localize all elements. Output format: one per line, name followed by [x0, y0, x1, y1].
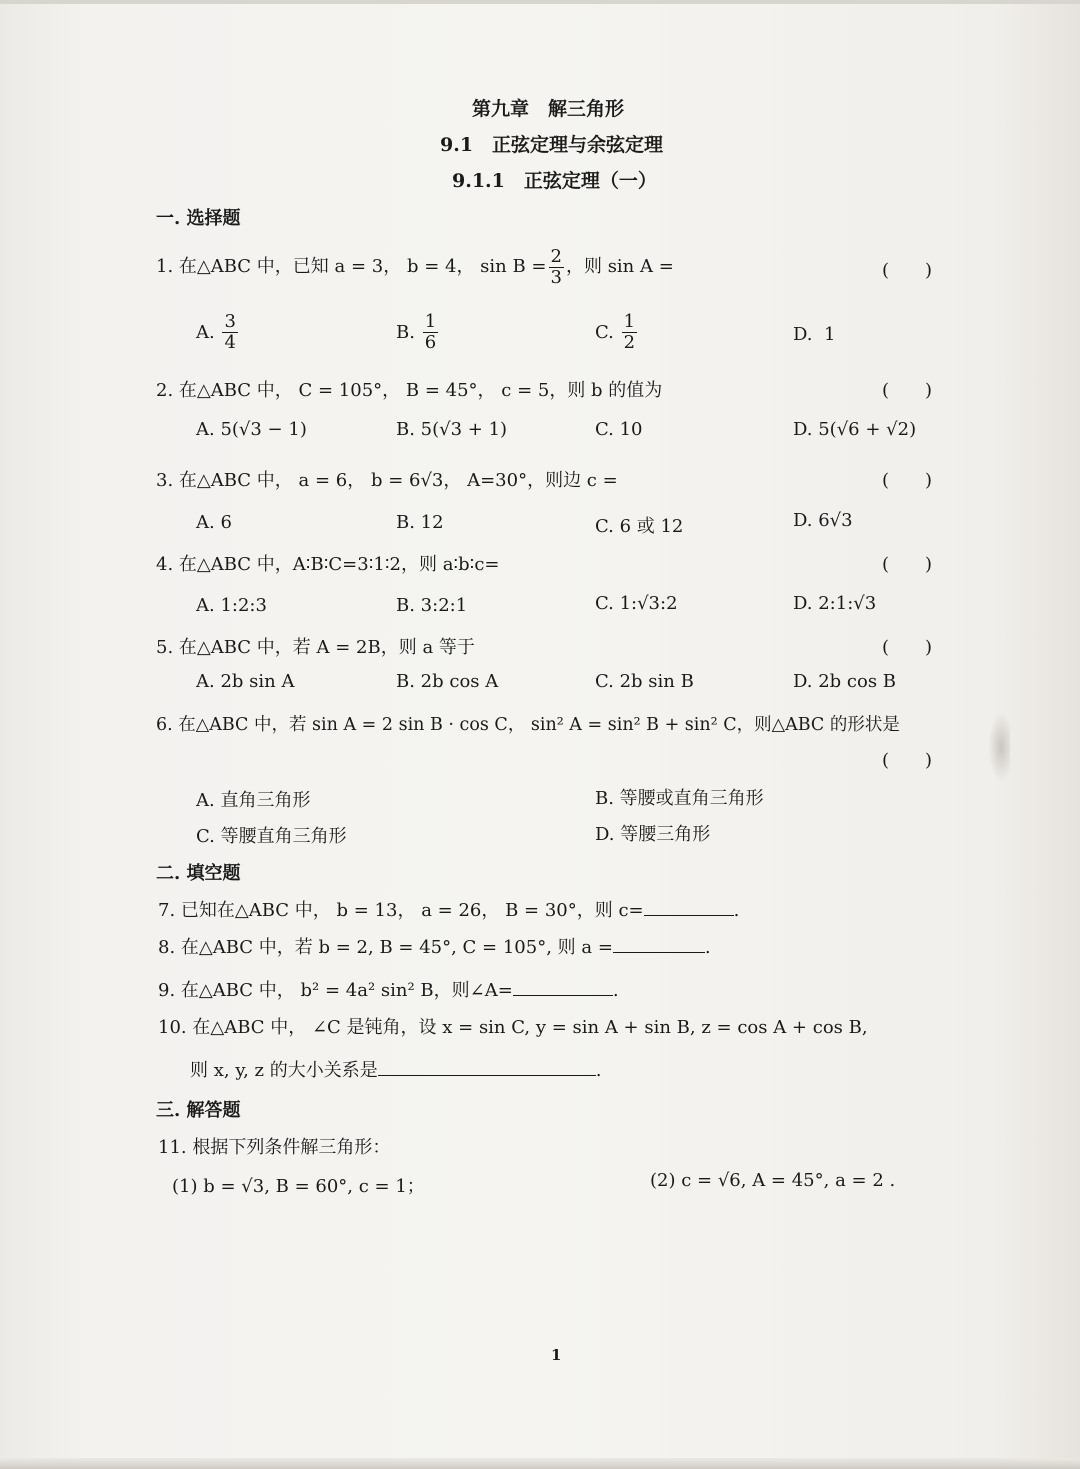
- option-c: C. 6 或 12: [595, 516, 684, 537]
- option-c: C. 10: [595, 419, 643, 440]
- answer-paren: ( ): [882, 750, 933, 771]
- fraction-numerator: 2: [550, 245, 562, 267]
- fraction-numerator: 3: [224, 311, 236, 332]
- option-b: [396, 312, 440, 353]
- option-label: D.: [793, 324, 813, 345]
- option-c: [595, 312, 639, 353]
- option-b: B. 3:2:1: [396, 595, 468, 616]
- option-d: D. 5(√6 + √2): [793, 419, 917, 440]
- option-a: A. 5(√3 − 1): [196, 419, 307, 440]
- subsection-title: 9.1.1 正弦定理（一）: [452, 170, 657, 192]
- fraction-numerator: 1: [424, 311, 437, 332]
- question-8: [158, 933, 711, 959]
- question-10-stem: 则 x, y, z 的大小关系是: [190, 1060, 378, 1081]
- answer-blank[interactable]: [613, 952, 705, 953]
- chapter-title: 第九章 解三角形: [472, 98, 625, 120]
- question-11-part-2: (2) c = √6, A = 45°, a = 2 .: [650, 1170, 896, 1191]
- fraction-denominator: 6: [424, 332, 437, 353]
- fraction-denominator: 3: [550, 266, 562, 288]
- section-heading-solve: 三. 解答题: [156, 1100, 241, 1121]
- fraction: [423, 312, 438, 353]
- period: .: [704, 937, 711, 958]
- option-c: C. 2b sin B: [595, 671, 694, 692]
- period: .: [612, 980, 619, 1001]
- answer-paren: ( ): [882, 260, 933, 281]
- fraction-denominator: 4: [224, 332, 236, 353]
- option-c: C. 等腰直角三角形: [196, 826, 347, 847]
- scan-edge-top: [0, 0, 1080, 4]
- answer-blank[interactable]: [378, 1075, 596, 1076]
- section-title: 9.1 正弦定理与余弦定理: [440, 134, 664, 156]
- option-b: B. 2b cos A: [396, 671, 499, 692]
- scan-smudge: [988, 712, 1010, 782]
- option-d: D. 6√3: [793, 510, 853, 531]
- answer-paren: ( ): [882, 470, 933, 491]
- question-5: 5. 在△ABC 中，若 A = 2B，则 a 等于: [156, 637, 475, 658]
- option-a: A. 直角三角形: [196, 790, 311, 811]
- option-a: [196, 312, 240, 353]
- answer-blank[interactable]: [644, 915, 734, 916]
- question-7-stem: 7. 已知在△ABC 中， b = 13， a = 26， B = 30°，则 c=: [158, 900, 644, 921]
- fraction-denominator: 2: [623, 332, 636, 353]
- question-8-stem: 8. 在△ABC 中，若 b = 2, B = 45°, C = 105°, 则 a =: [158, 937, 613, 958]
- option-text: 1: [823, 324, 836, 345]
- period: .: [595, 1060, 602, 1081]
- answer-paren: ( ): [882, 637, 933, 658]
- question-3: 3. 在△ABC 中， a = 6， b = 6√3， A=30°，则边 c =: [156, 470, 618, 491]
- scan-edge-bottom: [0, 1458, 1080, 1469]
- option-a: A. 2b sin A: [196, 671, 295, 692]
- fraction: [222, 312, 237, 353]
- question-6: 6. 在△ABC 中，若 sin A = 2 sin B · cos C， sin² A = sin² B + sin² C，则△ABC 的形状是: [156, 715, 900, 735]
- period: .: [733, 900, 740, 921]
- question-9: [158, 976, 619, 1002]
- question-2: 2. 在△ABC 中， C = 105°， B = 45°， c = 5，则 b 的值为: [156, 380, 663, 401]
- option-d: D. 2b cos B: [793, 671, 897, 692]
- question-11: 11. 根据下列条件解三角形：: [158, 1137, 391, 1158]
- option-label: C.: [595, 322, 614, 343]
- answer-paren: ( ): [882, 380, 933, 401]
- option-label: A.: [196, 322, 215, 343]
- section-heading-choice: 一. 选择题: [156, 208, 241, 229]
- fraction-numerator: 1: [623, 311, 636, 332]
- option-b: B. 12: [396, 512, 444, 533]
- question-11-part-1: (1) b = √3, B = 60°, c = 1；: [172, 1176, 425, 1197]
- question-10-line-2: [190, 1056, 601, 1082]
- option-a: A. 6: [196, 512, 232, 533]
- question-1-stem: 1. 在△ABC 中，已知 a = 3， b = 4， sin B =: [156, 256, 547, 277]
- question-9-stem: 9. 在△ABC 中， b² = 4a² sin² B，则∠A=: [158, 980, 513, 1001]
- question-4: 4. 在△ABC 中，A∶B∶C=3∶1∶2，则 a∶b∶c=: [156, 554, 500, 575]
- option-label: B.: [396, 322, 415, 343]
- option-b: B. 等腰或直角三角形: [595, 788, 764, 809]
- option-d: D. 2:1:√3: [793, 593, 877, 614]
- option-c: C. 1:√3:2: [595, 593, 678, 614]
- answer-paren: ( ): [882, 554, 933, 575]
- fraction: [549, 247, 564, 288]
- option-d: D. 等腰三角形: [595, 824, 711, 845]
- question-1: [156, 243, 674, 291]
- question-1-tail: ，则 sin A =: [565, 256, 674, 277]
- option-d: [793, 324, 835, 345]
- answer-blank[interactable]: [513, 995, 613, 996]
- page-number: 1: [551, 1346, 562, 1364]
- section-heading-fill: 二. 填空题: [156, 863, 241, 884]
- question-10-line-1: 10. 在△ABC 中， ∠C 是钝角，设 x = sin C, y = sin A + sin B, z = cos A + cos B,: [158, 1017, 868, 1038]
- question-7: [158, 896, 739, 922]
- option-b: B. 5(√3 + 1): [396, 419, 508, 440]
- option-a: A. 1:2:3: [196, 595, 267, 616]
- fraction: [622, 312, 637, 353]
